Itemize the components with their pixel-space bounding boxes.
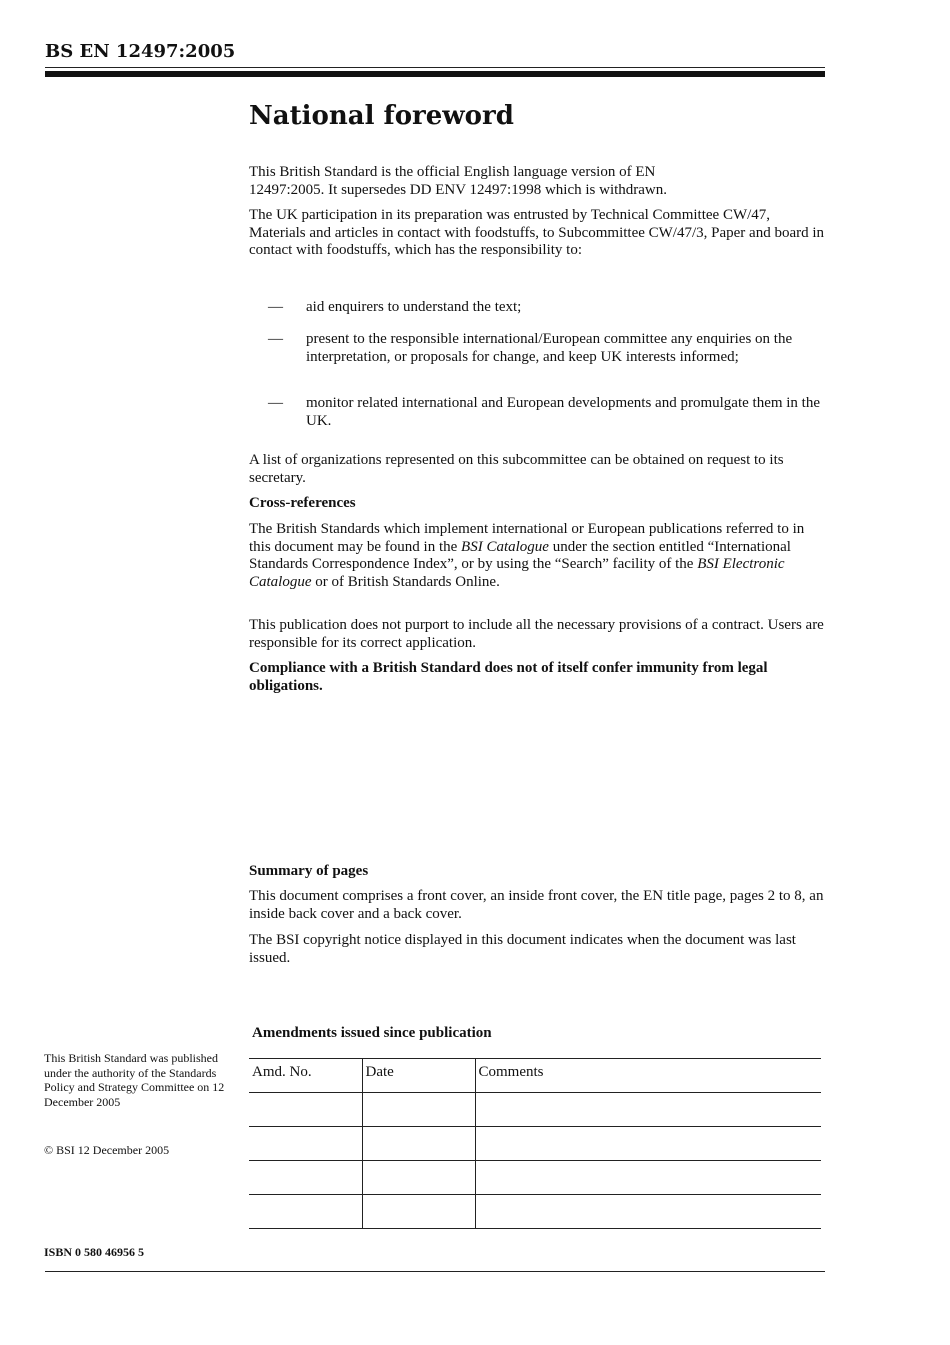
amendments-title: Amendments issued since publication	[252, 1025, 492, 1041]
isbn: ISBN 0 580 46956 5	[44, 1245, 145, 1259]
crossref-text-2: under the section entitled “International Standards Correspondence Index”, or by using the “Search” facility of the	[249, 538, 791, 573]
paragraph-copyright-notice-text: The BSI copyright notice displayed in this document indicates when the document was last issued.	[249, 932, 796, 966]
bullet-dash-2: —	[268, 331, 283, 347]
bullet-item-2: present to the responsible international/European committee any enquiries on the interpretation, or proposals for change, and keep UK interests informed;	[306, 331, 793, 365]
paragraph-contract-text: This publication does not purport to include all the necessary provisions of a contract. Users are responsible for its correct application.	[249, 617, 824, 651]
bullet-dash-3: —	[268, 395, 283, 411]
document-id: BS EN 12497:2005	[45, 41, 236, 62]
table-row	[249, 1161, 821, 1195]
paragraph-crossref-text	[249, 521, 824, 591]
paragraph-participation-text: The UK participation in its preparation was entrusted by Technical Committee CW/47, Materials and articles in contact with foodstuffs, to Subcommittee CW/47/3, Paper and board in contact with foodstuffs, which has the responsibility to:	[249, 207, 825, 259]
paragraph-crossref	[249, 521, 824, 591]
paragraph-compliance: Compliance with a British Standard does not of itself confer immunity from legal obligations.	[249, 660, 768, 694]
paragraph-organizations	[249, 452, 824, 487]
bullet-item-3: monitor related international and European developments and promulgate them in the UK.	[306, 395, 821, 429]
paragraph-participation	[249, 207, 824, 260]
paragraph-summary-text: This document comprises a front cover, an inside front cover, the EN title page, pages 2 to 8, an inside back cover and a back cover.	[249, 888, 824, 922]
copyright-date: © BSI 12 December 2005	[44, 1143, 170, 1157]
amendments-table	[249, 1058, 821, 1229]
paragraph-copyright-notice	[249, 932, 824, 967]
summary-heading: Summary of pages	[249, 863, 369, 879]
crossref-text-1: The British Standards which implement international or European publications referred to in this document may be found in the	[249, 521, 805, 555]
crossref-heading: Cross-references	[249, 495, 356, 511]
date-header: Date	[362, 1059, 475, 1093]
paragraph-summary	[249, 888, 824, 923]
table-row	[249, 1195, 821, 1229]
publication-note: This British Standard was published under the authority of the Standards Policy and Strategy Committee on 12 December 2005	[44, 1051, 225, 1109]
table-row	[249, 1127, 821, 1161]
footer-rule	[45, 1271, 825, 1272]
amendments-header-row	[249, 1059, 821, 1093]
bullet-item-1: aid enquirers to understand the text;	[306, 299, 522, 315]
paragraph-supersedes	[249, 164, 824, 199]
table-row	[249, 1093, 821, 1127]
bullet-dash-1: —	[268, 299, 283, 315]
header-thick-rule	[45, 71, 825, 77]
bsi-electronic-catalogue-ref: BSI Electronic Catalogue	[249, 556, 785, 590]
header-thin-rule	[45, 67, 825, 68]
paragraph-organizations-text: A list of organizations represented on this subcommittee can be obtained on request to its secretary.	[249, 452, 784, 486]
page-title: National foreword	[249, 101, 514, 131]
paragraph-contract	[249, 617, 824, 652]
paragraph-supersedes-text: This British Standard is the official English language version of EN 12497:2005. It supersedes DD ENV 12497:1998 which is withdrawn.	[249, 164, 668, 198]
bsi-catalogue-ref: BSI Catalogue	[461, 538, 549, 555]
amd-no-header: Amd. No.	[249, 1059, 362, 1093]
comments-header: Comments	[475, 1059, 821, 1093]
crossref-text-3: or of British Standards Online.	[311, 573, 500, 590]
